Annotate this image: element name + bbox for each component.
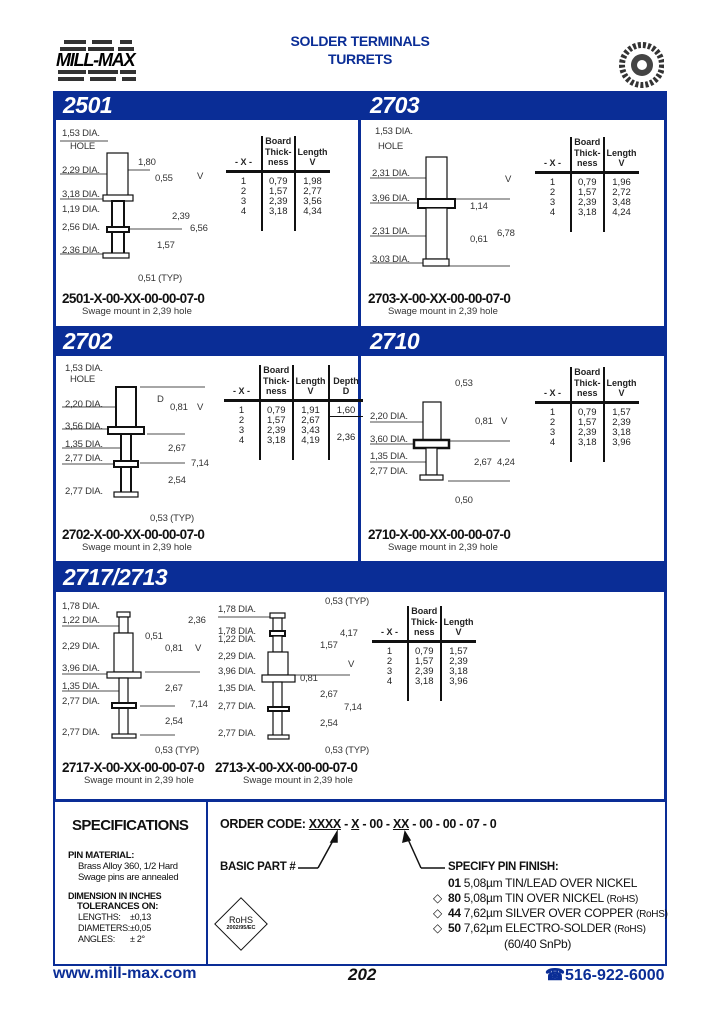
dimension-label: 2,77 DIA.	[218, 701, 256, 712]
dimension-label: 1,57	[157, 240, 175, 251]
dimension-label: HOLE	[70, 141, 96, 152]
table-cell: 3,18	[571, 438, 604, 462]
order-code-rest: - 00 - 00 - 07 - 0	[409, 817, 497, 831]
column-header-line: V	[618, 158, 625, 168]
pin-material-line1: Brass Alloy 360, 1/2 Hard	[78, 861, 178, 872]
table-cell: 2,39	[571, 198, 604, 208]
rohs-diamond-marker: ◇	[433, 891, 442, 905]
dimension-label: 2,54	[165, 716, 183, 727]
dimension-label: 1,19 DIA.	[62, 204, 100, 215]
table-cell: 2,39	[408, 667, 441, 677]
dimension-label: 2,77 DIA.	[62, 727, 100, 738]
dimension-label: 2,77 DIA.	[62, 696, 100, 707]
dimension-label: HOLE	[378, 141, 404, 152]
column-header-line: Length	[297, 146, 328, 157]
dimension-label: 1,35 DIA.	[62, 681, 100, 692]
dimension-label: V	[348, 659, 355, 670]
dimension-label: 2,77 DIA.	[370, 466, 408, 477]
part-code-2717: 2717-X-00-XX-00-00-07-0	[62, 760, 205, 775]
finish-tag: (RoHS)	[614, 924, 646, 935]
table-cell: 0,79	[262, 171, 295, 187]
dimension-label: 2,77 DIA.	[65, 453, 103, 464]
dimension-label: 1,78 DIA.	[218, 604, 256, 615]
table-cell: 3,18	[262, 207, 295, 231]
dimension-label: 2,56 DIA.	[62, 222, 100, 233]
dimension-label: 0,81	[475, 416, 493, 427]
order-code-basic: XXXX	[308, 817, 341, 831]
dimension-label: 3,96 DIA.	[62, 663, 100, 674]
finish-option	[433, 906, 668, 920]
dimension-label: 3,96 DIA.	[372, 193, 410, 204]
table-cell: 4	[240, 205, 247, 217]
section-title-2702: 2702	[63, 328, 113, 354]
dimension-label: 1,78 DIA.	[62, 601, 100, 612]
table-cell: 4,24	[604, 208, 639, 232]
section-title-2710: 2710	[370, 328, 420, 354]
dimension-label: 1,14	[470, 201, 488, 212]
table-cell: 0,79	[571, 402, 604, 418]
mount-note-2501: Swage mount in 2,39 hole	[82, 306, 192, 317]
dimension-label: 0,51 (TYP)	[138, 273, 182, 284]
dimension-label: 2,67	[168, 443, 186, 454]
finish-code: 44	[448, 906, 461, 920]
table-cell: 2	[240, 185, 247, 197]
mount-note-2710: Swage mount in 2,39 hole	[388, 542, 498, 553]
table-cell: 0,79	[571, 172, 604, 188]
dimension-label: 1,35 DIA.	[218, 683, 256, 694]
phone	[545, 965, 665, 985]
dimension-label: 2,54	[168, 475, 186, 486]
table-cell: 3	[549, 196, 556, 208]
column-header-line: ness	[268, 157, 289, 167]
dimension-label: 0,55	[155, 173, 173, 184]
table-cell: 1,57	[262, 187, 295, 197]
dimension-label: D	[157, 394, 164, 405]
dimension-label: 1,35 DIA.	[65, 439, 103, 450]
dimension-label: 0,53 (TYP)	[155, 745, 199, 756]
table-cell: 3,18	[571, 208, 604, 232]
table-cell: 2,39	[441, 657, 476, 667]
finish-code: 80	[448, 891, 461, 905]
table-cell: 2,67	[293, 416, 329, 426]
order-code-sep: - 00 -	[359, 817, 393, 831]
dimension-label: 1,35 DIA.	[370, 451, 408, 462]
table-cell: 3	[238, 425, 245, 436]
table-cell: 2,39	[571, 428, 604, 438]
dimension-label: 0,51	[145, 631, 163, 642]
pin-material-label: PIN MATERIAL:	[68, 850, 135, 861]
column-header-line: V	[307, 386, 314, 396]
dimension-label: V	[505, 174, 512, 185]
dimension-label: 1,22 DIA.	[218, 634, 256, 645]
table-cell: 2,39	[262, 197, 295, 207]
finish-note: (60/40 SnPb)	[504, 937, 572, 951]
column-header-line: Thick-	[411, 616, 438, 627]
depth-cell: 2,36	[329, 416, 363, 460]
pin-material-line2: Swage pins are annealed	[78, 872, 179, 883]
column-header-line: Board	[263, 365, 290, 375]
finish-code: 01	[448, 876, 461, 890]
dimension-label: 4,17	[340, 628, 358, 639]
rohs-diamond-marker: ◇	[433, 921, 442, 935]
column-header-line: - X -	[381, 627, 398, 637]
table-cell: 3,56	[295, 197, 330, 207]
dimension-label: 1,22 DIA.	[62, 615, 100, 626]
column-header-line: Length	[606, 377, 637, 388]
dimension-label: 0,81	[165, 643, 183, 654]
finish-tag: (RoHS)	[636, 909, 668, 920]
dimension-label: 0,53 (TYP)	[150, 513, 194, 524]
finish-option	[433, 921, 646, 935]
dimension-label: 2,31 DIA.	[372, 168, 410, 179]
tolerance-name: DIAMETERS:	[78, 923, 131, 933]
dimension-label: 3,56 DIA.	[65, 421, 103, 432]
mount-note-2717: Swage mount in 2,39 hole	[84, 775, 194, 786]
dimension-label: 3,03 DIA.	[372, 254, 410, 265]
dimension-label: V	[197, 171, 204, 182]
column-header-line: Board	[574, 367, 601, 377]
dimension-label: DIMENSION IN INCHES	[68, 891, 162, 901]
table-cell: 2,39	[260, 426, 293, 436]
page-title-line1: SOLDER TERMINALS	[290, 33, 430, 49]
table-cell: 2,39	[604, 418, 639, 428]
table-cell: 3,18	[441, 667, 476, 677]
finish-option	[433, 876, 637, 890]
table-cell: 1,57	[260, 416, 293, 426]
table-cell: 0,79	[408, 641, 441, 657]
dimension-label: 0,53 (TYP)	[325, 745, 369, 756]
finish-code: 50	[448, 921, 461, 935]
part-code-2710: 2710-X-00-XX-00-00-07-0	[368, 527, 511, 542]
table-cell: 4	[386, 675, 393, 687]
tolerances-label: TOLERANCES ON:	[77, 901, 159, 912]
dimension-label: 3,96 DIA.	[218, 666, 256, 677]
table-cell: 3	[386, 665, 393, 677]
dimension-label: 0,61	[470, 234, 488, 245]
tolerance-name: ANGLES:	[78, 934, 115, 944]
table-cell: 3	[240, 195, 247, 207]
dimension-label: 1,53 DIA.	[62, 128, 100, 139]
dimension-label: 1,78 DIA.	[218, 626, 256, 637]
column-header-line: V	[618, 388, 625, 398]
page-number: 202	[348, 965, 377, 984]
dimension-label: 6,56	[190, 223, 208, 234]
rohs-sub: 2002/95/EC	[226, 925, 256, 931]
column-header-line: Length	[443, 616, 474, 627]
dimension-label: 2,39	[172, 211, 190, 222]
depth-cell: 1,60	[329, 400, 363, 416]
dimension-label: 7,14	[190, 699, 208, 710]
dimension-label: V	[501, 416, 508, 427]
dimension-label: 2,67	[320, 689, 338, 700]
dimension-label: 7,14	[191, 458, 209, 469]
finish-desc: 7,62µm ELECTRO-SOLDER	[463, 921, 612, 935]
finish-desc: 7,62µm SILVER OVER COPPER	[463, 906, 634, 920]
table-cell: 1	[240, 175, 247, 187]
mount-note-2703: Swage mount in 2,39 hole	[388, 306, 498, 317]
part-code-2713: 2713-X-00-XX-00-00-07-0	[215, 760, 358, 775]
dimension-label: 7,14	[344, 702, 362, 713]
table-cell: 3	[549, 426, 556, 438]
table-cell: 3,18	[260, 436, 293, 460]
dimension-label: 2,20 DIA.	[370, 411, 408, 422]
table-cell: 2	[238, 415, 245, 426]
order-code-finish: XX	[392, 817, 410, 831]
dimension-label: 6,78	[497, 228, 515, 239]
dimension-label: 2,54	[320, 718, 338, 729]
order-code-label: ORDER CODE:	[220, 817, 306, 831]
column-header-line: ness	[577, 158, 598, 168]
column-header-line: Thick-	[265, 146, 292, 157]
finish-desc: 5,08µm TIN OVER NICKEL	[463, 891, 604, 905]
column-header-line: Board	[265, 136, 292, 146]
table-cell: 2,77	[295, 187, 330, 197]
dimension-label: 2,67	[165, 683, 183, 694]
dimension-label: 0,81	[170, 402, 188, 413]
specify-finish-label: SPECIFY PIN FINISH:	[448, 861, 559, 873]
dimension-label: HOLE	[70, 374, 96, 385]
table-cell: 2	[549, 416, 556, 428]
specifications-heading: SPECIFICATIONS	[72, 817, 189, 834]
table-cell: 1,57	[408, 657, 441, 667]
table-cell: 2	[549, 186, 556, 198]
column-header-line: Thick-	[263, 375, 290, 386]
basic-part-label: BASIC PART #	[220, 861, 296, 873]
dimension-label: 2,67	[474, 457, 492, 468]
column-header-line: Depth	[333, 375, 359, 386]
dimension-label: 3,18 DIA.	[62, 189, 100, 200]
table-cell: 3,43	[293, 426, 329, 436]
table-cell: 1,98	[295, 171, 330, 187]
table-cell: 2,72	[604, 188, 639, 198]
column-header-line: V	[455, 627, 462, 637]
table-cell: 0,79	[260, 400, 293, 416]
dimension-label: 2,29 DIA.	[62, 165, 100, 176]
tolerance-value: ± 2°	[130, 934, 145, 944]
rohs-title: RoHS	[228, 915, 253, 925]
table-cell: 4	[549, 206, 556, 218]
column-header-line: ness	[577, 388, 598, 398]
tolerance-value: ±0,05	[130, 923, 151, 933]
table-cell: 3,18	[604, 428, 639, 438]
table-cell: 1	[386, 645, 393, 657]
dimension-label: 0,50	[455, 495, 473, 506]
column-header-line: - X -	[544, 388, 561, 398]
table-cell: 1,57	[571, 418, 604, 428]
table-cell: 1,91	[293, 400, 329, 416]
table-cell: 4,34	[295, 207, 330, 231]
dimension-label: 0,81	[300, 673, 318, 684]
part-code-2501: 2501-X-00-XX-00-00-07-0	[62, 291, 205, 306]
page-title-line2: TURRETS	[327, 51, 392, 67]
tolerance-name: LENGTHS:	[78, 912, 121, 922]
column-header-line: V	[309, 157, 316, 167]
table-cell: 1,57	[604, 402, 639, 418]
table-cell: 1,57	[571, 188, 604, 198]
logo-text: MILL-MAX	[56, 50, 135, 70]
column-header-line: Thick-	[574, 147, 601, 158]
dimension-label: 3,60 DIA.	[370, 434, 408, 445]
column-header-line: ness	[414, 627, 435, 637]
order-code-x: X	[351, 817, 360, 831]
column-header-line: Board	[574, 137, 601, 147]
table-cell: 3,96	[604, 438, 639, 462]
section-title-2501: 2501	[63, 92, 113, 118]
table-cell: 1,57	[441, 641, 476, 657]
rohs-diamond-marker: ◇	[433, 906, 442, 920]
column-header-line: D	[342, 386, 350, 396]
mount-note-2713: Swage mount in 2,39 hole	[243, 775, 353, 786]
dimension-label: 2,29 DIA.	[62, 641, 100, 652]
dimension-label: 2,77 DIA.	[218, 728, 256, 739]
dimension-label: 4,24	[497, 457, 515, 468]
table-cell: 1	[549, 406, 556, 418]
dimension-label: 2,20 DIA.	[65, 399, 103, 410]
tolerance-value: ±0,13	[130, 912, 151, 922]
dimension-label: 2,36	[188, 615, 206, 626]
dimension-label: 1,53 DIA.	[375, 126, 413, 137]
dimension-label: 1,53 DIA.	[65, 363, 103, 374]
table-cell: 1	[238, 404, 245, 416]
phone-number: 516-922-6000	[564, 967, 665, 984]
website-link[interactable]: www.mill-max.com	[53, 965, 197, 982]
column-header-line: ness	[266, 386, 287, 396]
phone-icon: ☎	[545, 967, 565, 984]
column-header-line: - X -	[235, 157, 252, 167]
table-cell: 4	[549, 436, 556, 448]
dimension-label: 1,80	[138, 157, 156, 168]
finish-tag: (RoHS)	[606, 894, 639, 905]
table-cell: 3,48	[604, 198, 639, 208]
column-header-line: - X -	[544, 158, 561, 168]
table-cell: 2	[386, 655, 393, 667]
column-header-line: Board	[411, 606, 438, 616]
dimension-label: 2,77 DIA.	[65, 486, 103, 497]
table-cell: 4	[238, 435, 245, 446]
column-header-line: Length	[606, 147, 637, 158]
table-cell: 3,96	[441, 677, 476, 701]
finish-option	[433, 891, 638, 905]
column-header-line: Thick-	[574, 377, 601, 388]
order-code-sep: -	[340, 817, 352, 831]
dimension-label: 0,53	[455, 378, 473, 389]
dimension-label: V	[197, 402, 204, 413]
dimension-label: 2,29 DIA.	[218, 651, 256, 662]
mount-note-2702: Swage mount in 2,39 hole	[82, 542, 192, 553]
table-cell: 1,96	[604, 172, 639, 188]
table-cell: 1	[549, 176, 556, 188]
column-header-line: Length	[295, 375, 326, 386]
column-header-line: - X -	[233, 386, 250, 396]
dimension-label: V	[195, 643, 202, 654]
part-code-2703: 2703-X-00-XX-00-00-07-0	[368, 291, 511, 306]
dimension-label: 0,53 (TYP)	[325, 596, 369, 607]
section-title-2703: 2703	[370, 92, 420, 118]
table-cell: 4,19	[293, 436, 329, 460]
part-code-2702: 2702-X-00-XX-00-00-07-0	[62, 527, 205, 542]
section-title-2717-2713: 2717/2713	[63, 564, 168, 590]
dimension-label: 2,36 DIA.	[62, 245, 100, 256]
table-cell: 3,18	[408, 677, 441, 701]
dimension-label: 2,31 DIA.	[372, 226, 410, 237]
finish-desc: 5,08µm TIN/LEAD OVER NICKEL	[463, 876, 638, 890]
dimension-label: 1,57	[320, 640, 338, 651]
